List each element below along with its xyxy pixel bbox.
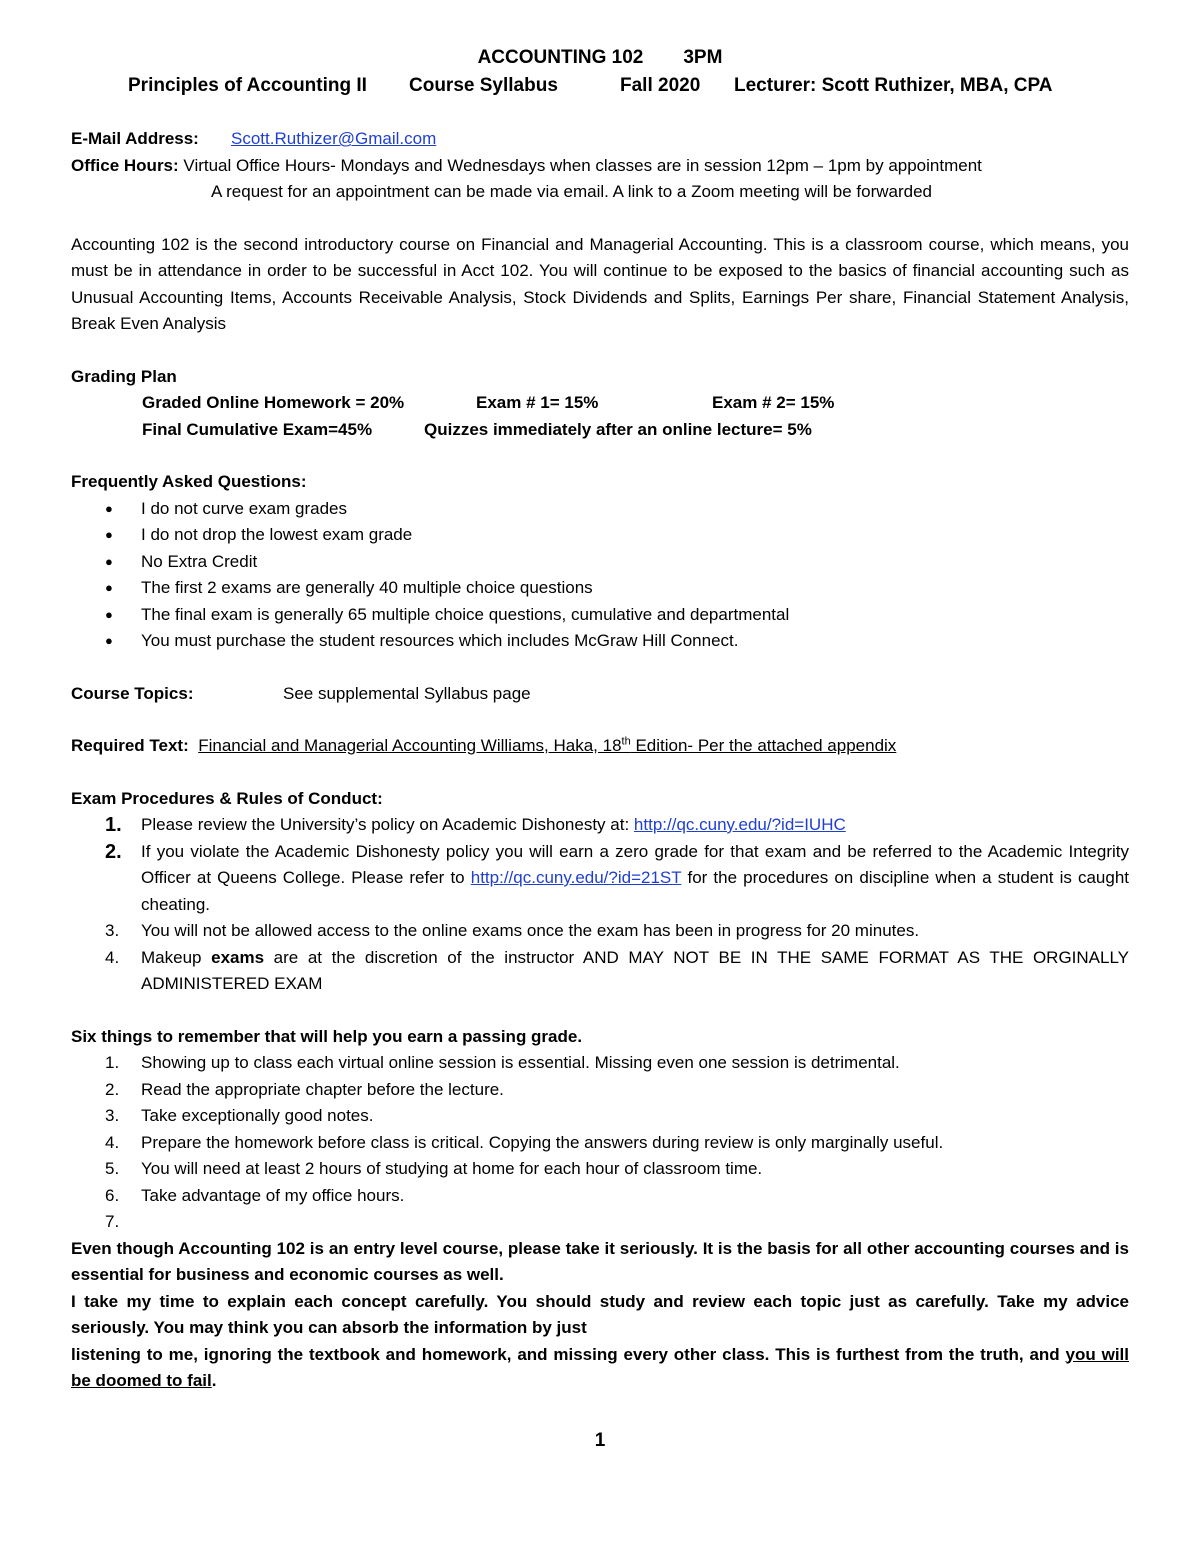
course-code: ACCOUNTING 102 [477,47,644,68]
list-item: ● The first 2 exams are generally 40 multiple choice questions [71,575,1129,602]
six-things-heading: Six things to remember that will help you earn a passing grade. [71,1026,583,1046]
faq-list [71,496,1129,655]
email-row [71,126,1129,153]
discipline-procedures-link[interactable]: http://qc.cuny.edu/?id=21ST [470,868,682,887]
grading-row-1 [71,390,1129,417]
course-name: Principles of Accounting II [128,75,367,96]
grade-exam1: Exam # 1= 15% [476,393,599,412]
list-item: 3. Take exceptionally good notes. [105,1106,374,1125]
closing-paragraph-3: listening to me, ignoring the textbook and homework, and missing every other class. This is furthest from the truth, and you will be doomed to fail. [71,1344,1129,1390]
list-item: 5. You will need at least 2 hours of studying at home for each hour of classroom time. [105,1159,763,1178]
exam-rules-list [71,812,1129,998]
list-item: ● You must purchase the student resources which includes McGraw Hill Connect. [71,628,1129,655]
list-item: ● I do not drop the lowest exam grade [71,522,1129,549]
bullet-icon: ● [105,527,113,542]
course-time: 3PM [683,47,723,68]
list-item: 3. You will not be allowed access to the online exams once the exam has been in progress for 20 minutes. [105,921,920,940]
course-topics-value: See supplemental Syllabus page [283,683,531,703]
grade-quizzes: Quizzes immediately after an online lecture= 5% [424,419,812,439]
lecturer: Lecturer: Scott Ruthizer, MBA, CPA [734,75,1053,96]
list-item: 2. If you violate the Academic Dishonesty policy you will earn a zero grade for that exam and be referred to the Academic Integrity Officer at Queens College. Please refer to http://qc.cuny.edu/?id=21ST for the procedures on discipline when a student is caught cheating. [105,840,1130,914]
list-item: ● I do not curve exam grades [71,496,1129,523]
syllabus-page [71,44,1129,1395]
list-item: 1. Please review the University’s policy on Academic Dishonesty at: http://qc.cuny.edu/?id=IUHC [105,814,846,836]
required-text-value: Financial and Managerial Accounting Williams, Haka, 18th Edition- Per the attached appendix [198,735,897,755]
grading-row-2 [71,417,1129,444]
page-subtitle [71,72,1129,100]
bullet-icon: ● [105,633,113,648]
office-hours-note: A request for an appointment can be made via email. A link to a Zoom meeting will be forwarded [211,182,933,201]
grade-exam2: Exam # 2= 15% [712,393,835,412]
course-topics-label: Course Topics: [71,683,194,703]
email-link[interactable]: Scott.Ruthizer@Gmail.com [231,129,437,148]
bullet-icon: ● [105,580,113,595]
six-things-list [71,1050,1129,1236]
list-item: 4. Prepare the homework before class is critical. Copying the answers during review is only marginally useful. [105,1132,944,1152]
term: Fall 2020 [620,75,701,96]
closing-paragraph-2: I take my time to explain each concept carefully. You should study and review each topic just as carefully. Take my advice seriously. You may think you can absorb the information by just [71,1291,1129,1337]
doomed-to-fail: you will be doomed to fail [71,1344,1129,1390]
required-text-label: Required Text: [71,736,189,755]
list-item: ● No Extra Credit [71,549,1129,576]
grading-plan-heading: Grading Plan [71,366,177,386]
grade-homework: Graded Online Homework = 20% [142,393,405,412]
exam-rules-heading: Exam Procedures & Rules of Conduct: [71,788,383,808]
required-text-row [71,733,1129,760]
list-item: 1. Showing up to class each virtual online session is essential. Missing even one session is detrimental. [105,1053,900,1072]
closing-paragraph-1: Even though Accounting 102 is an entry level course, please take it seriously. It is the basis for all other accounting courses and is essential for business and economic courses as well. [71,1238,1129,1284]
office-hours-label: Office Hours: [71,155,179,175]
doc-type: Course Syllabus [409,75,558,96]
bullet-icon: ● [105,606,113,622]
email-label: E-Mail Address: [71,129,199,148]
office-hours-text: Virtual Office Hours- Mondays and Wednesdays when classes are in session 12pm – 1pm by appointment [178,155,982,175]
faq-heading: Frequently Asked Questions: [71,472,307,491]
page-title [71,44,1129,72]
list-item: 4. Makeup exams are at the discretion of the instructor AND MAY NOT BE IN THE SAME FORMAT AS THE ORGINALLY ADMINISTERED EXAM [105,947,1130,993]
grade-final: Final Cumulative Exam=45% [142,419,373,439]
bullet-icon: ● [105,553,113,569]
academic-dishonesty-link[interactable]: http://qc.cuny.edu/?id=IUHC [633,815,846,834]
list-item: 7. [105,1212,120,1231]
course-intro: Accounting 102 is the second introductory course on Financial and Managerial Accounting. This is a classroom course, which means, you must be in attendance in order to be successful in Acct 102. You will continue to be exposed to the basics of financial accounting such as Unusual Accounting Items, Accounts Receivable Analysis, Stock Dividends and Splits, Earnings Per share, Financial Statement Analysis, Break Even Analysis [71,234,1129,333]
bullet-icon: ● [105,500,113,516]
list-item: 2. Read the appropriate chapter before the lecture. [105,1079,504,1099]
office-hours-row [71,153,1129,180]
course-topics-row [71,681,1129,708]
page-number: 1 [594,1430,606,1451]
list-item: 6. Take advantage of my office hours. [105,1185,405,1205]
list-item: ● The final exam is generally 65 multiple choice questions, cumulative and departmental [71,602,1129,629]
